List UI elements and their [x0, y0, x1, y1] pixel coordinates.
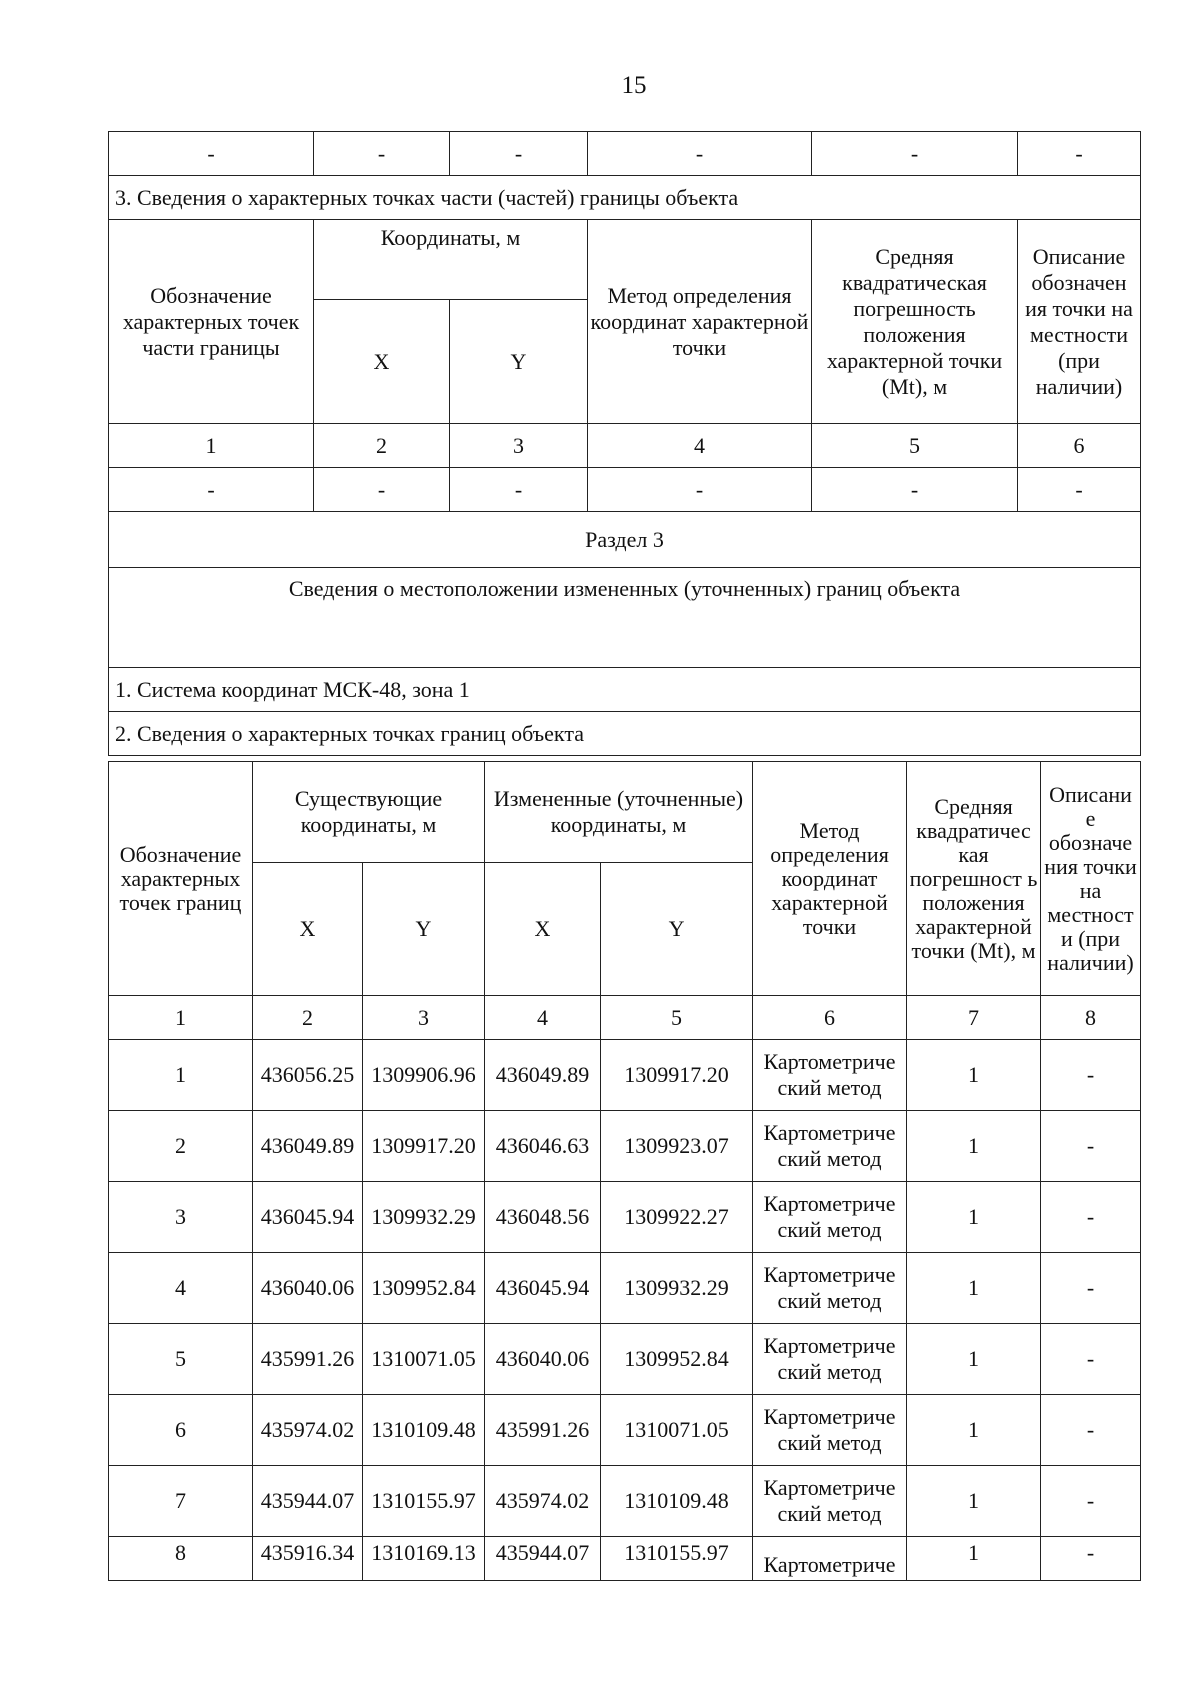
error: 1 [907, 1253, 1041, 1324]
point-id: 7 [109, 1466, 253, 1537]
cell: 8 [1041, 996, 1141, 1040]
table-row [109, 1466, 1141, 1537]
cell: 3 [450, 424, 588, 468]
description: - [1041, 1395, 1141, 1466]
method: Картометриче [753, 1537, 907, 1581]
existing-y: 1309932.29 [363, 1182, 485, 1253]
part-points-table [108, 131, 1141, 756]
existing-y: 1309917.20 [363, 1111, 485, 1182]
points-title: 2. Сведения о характерных точках границ объекта [109, 712, 1141, 756]
cell: 7 [907, 996, 1041, 1040]
existing-x: 435916.34 [253, 1537, 363, 1581]
header-changed-y: Y [601, 863, 753, 996]
existing-x: 436056.25 [253, 1040, 363, 1111]
error: 1 [907, 1395, 1041, 1466]
page-number: 15 [621, 72, 647, 99]
changed-x: 436049.89 [485, 1040, 601, 1111]
cell: 2 [314, 424, 450, 468]
cell: 4 [588, 424, 812, 468]
table-row [109, 1040, 1141, 1111]
part-points-title: 3. Сведения о характерных точках части (частей) границы объекта [109, 176, 1141, 220]
cell: 3 [363, 996, 485, 1040]
cell: - [314, 132, 450, 176]
error: 1 [907, 1182, 1041, 1253]
header-existing-x: X [253, 863, 363, 996]
existing-x: 435991.26 [253, 1324, 363, 1395]
cell: - [1018, 132, 1141, 176]
table-row [109, 1111, 1141, 1182]
cell: - [109, 132, 314, 176]
header-coordinates: Координаты, м [314, 220, 588, 300]
existing-x: 436045.94 [253, 1182, 363, 1253]
cell: - [1018, 468, 1141, 512]
header-designation: Обозначение характерных точек границ [109, 762, 253, 996]
description: - [1041, 1111, 1141, 1182]
existing-x: 436049.89 [253, 1111, 363, 1182]
header-designation: Обозначение характерных точек части границы [109, 220, 314, 424]
existing-y: 1310109.48 [363, 1395, 485, 1466]
error: 1 [907, 1111, 1041, 1182]
header-error: Средняя квадратическая погрешность положения характерной точки (Mt), м [812, 220, 1018, 424]
changed-y: 1310071.05 [601, 1395, 753, 1466]
cell: 6 [1018, 424, 1141, 468]
header-method: Метод определения координат характерной точки [588, 220, 812, 424]
existing-y: 1310169.13 [363, 1537, 485, 1581]
method: Картометриче ский метод [753, 1040, 907, 1111]
cell: 5 [601, 996, 753, 1040]
coordinate-system: 1. Система координат МСК-48, зона 1 [109, 668, 1141, 712]
cell: - [109, 468, 314, 512]
section-title: Раздел 3 [109, 512, 1141, 568]
point-id: 1 [109, 1040, 253, 1111]
table-row [109, 1395, 1141, 1466]
cell: - [588, 132, 812, 176]
column-number-row [109, 424, 1141, 468]
method: Картометриче ский метод [753, 1466, 907, 1537]
error: 1 [907, 1324, 1041, 1395]
method: Картометриче ский метод [753, 1253, 907, 1324]
cell: - [450, 468, 588, 512]
table-row [109, 1324, 1141, 1395]
description: - [1041, 1253, 1141, 1324]
table-row [109, 1537, 1141, 1581]
changed-y: 1309923.07 [601, 1111, 753, 1182]
changed-x: 436045.94 [485, 1253, 601, 1324]
cell: - [314, 468, 450, 512]
changed-x: 435991.26 [485, 1395, 601, 1466]
description: - [1041, 1466, 1141, 1537]
point-id: 5 [109, 1324, 253, 1395]
changed-y: 1310155.97 [601, 1537, 753, 1581]
description: - [1041, 1324, 1141, 1395]
existing-y: 1309906.96 [363, 1040, 485, 1111]
existing-y: 1310071.05 [363, 1324, 485, 1395]
error: 1 [907, 1537, 1041, 1581]
existing-y: 1309952.84 [363, 1253, 485, 1324]
cell: 5 [812, 424, 1018, 468]
header-changed-coordinates: Измененные (уточненные) координаты, м [485, 762, 753, 863]
changed-y: 1310109.48 [601, 1466, 753, 1537]
header-x: X [314, 300, 450, 424]
header-method: Метод определения координат характерной точки [753, 762, 907, 996]
changed-y: 1309917.20 [601, 1040, 753, 1111]
existing-x: 436040.06 [253, 1253, 363, 1324]
data-row [109, 468, 1141, 512]
cell: 6 [753, 996, 907, 1040]
method: Картометриче ский метод [753, 1395, 907, 1466]
changed-y: 1309922.27 [601, 1182, 753, 1253]
cell: - [450, 132, 588, 176]
changed-x: 435974.02 [485, 1466, 601, 1537]
changed-x: 435944.07 [485, 1537, 601, 1581]
header-description: Описани е обозначе ния точки на местност и (при наличии) [1041, 762, 1141, 996]
error: 1 [907, 1040, 1041, 1111]
changed-y: 1309952.84 [601, 1324, 753, 1395]
cell: - [812, 132, 1018, 176]
column-number-row [109, 996, 1141, 1040]
header-changed-x: X [485, 863, 601, 996]
changed-x: 436046.63 [485, 1111, 601, 1182]
header-description: Описание обозначен ия точки на местности (при наличии) [1018, 220, 1141, 424]
header-existing-y: Y [363, 863, 485, 996]
header-error: Средняя квадратичес кая погрешност ь положения характерной точки (Mt), м [907, 762, 1041, 996]
header-y: Y [450, 300, 588, 424]
header-existing-coordinates: Существующие координаты, м [253, 762, 485, 863]
changed-x: 436040.06 [485, 1324, 601, 1395]
point-id: 8 [109, 1537, 253, 1581]
table-row [109, 1182, 1141, 1253]
existing-x: 435974.02 [253, 1395, 363, 1466]
existing-x: 435944.07 [253, 1466, 363, 1537]
point-id: 6 [109, 1395, 253, 1466]
cell: 1 [109, 424, 314, 468]
method: Картометриче ский метод [753, 1111, 907, 1182]
description: - [1041, 1537, 1141, 1581]
error: 1 [907, 1466, 1041, 1537]
point-id: 4 [109, 1253, 253, 1324]
method: Картометриче ский метод [753, 1182, 907, 1253]
section-subtitle: Сведения о местоположении измененных (уточненных) границ объекта [109, 568, 1141, 668]
cell: - [588, 468, 812, 512]
table-row [109, 1253, 1141, 1324]
boundary-points-table [108, 761, 1141, 1581]
cell: 2 [253, 996, 363, 1040]
cell: 4 [485, 996, 601, 1040]
method: Картометриче ский метод [753, 1324, 907, 1395]
description: - [1041, 1182, 1141, 1253]
changed-x: 436048.56 [485, 1182, 601, 1253]
point-id: 3 [109, 1182, 253, 1253]
cell: 1 [109, 996, 253, 1040]
description: - [1041, 1040, 1141, 1111]
point-id: 2 [109, 1111, 253, 1182]
existing-y: 1310155.97 [363, 1466, 485, 1537]
changed-y: 1309932.29 [601, 1253, 753, 1324]
cell: - [812, 468, 1018, 512]
dash-row [109, 132, 1141, 176]
